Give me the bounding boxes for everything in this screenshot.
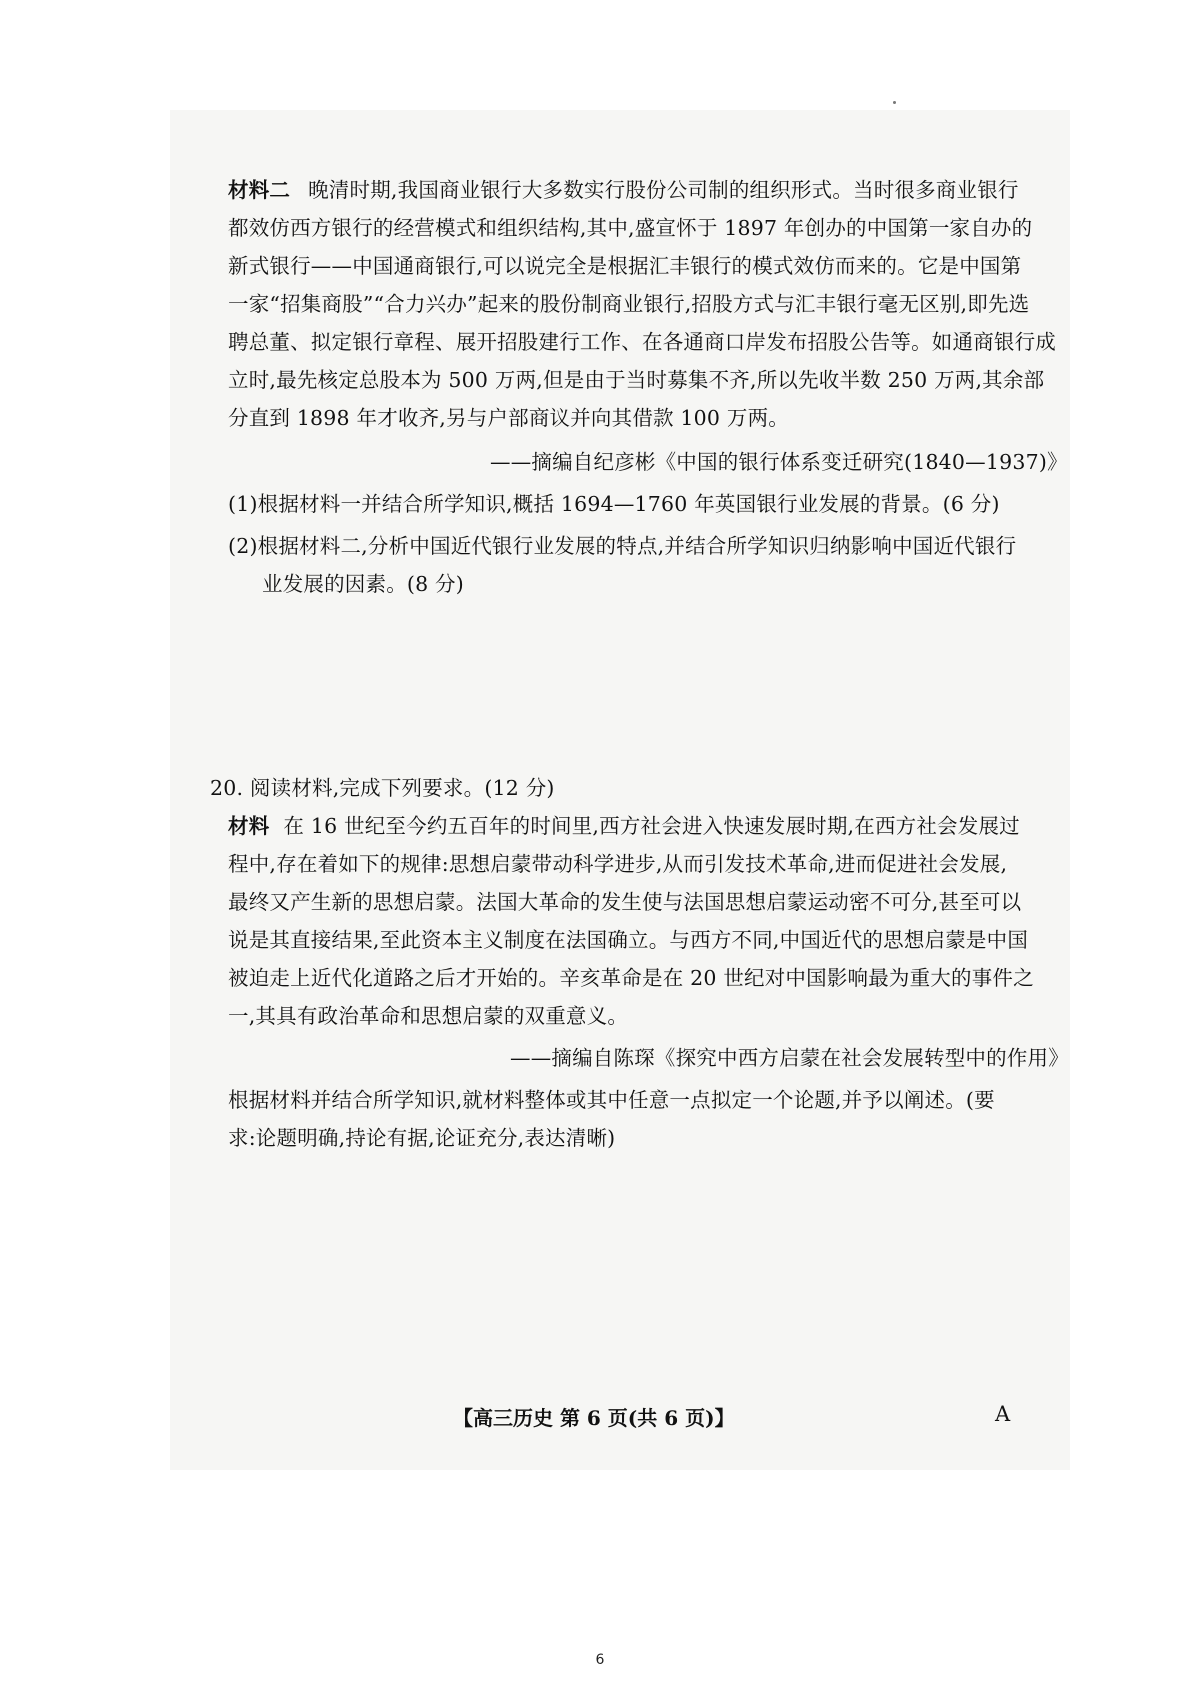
question20-source: ——摘编自陈琛《探究中西方启蒙在社会发展转型中的作用》 (510, 1046, 1069, 1070)
question-20-title: 20. 阅读材料,完成下列要求。(12 分) (210, 776, 555, 800)
material2-line-3: 新式银行——中国通商银行,可以说完全是根据汇丰银行的模式效仿而来的。它是中国第 (228, 254, 1022, 278)
speck (893, 101, 896, 104)
question20-line-6: 一,其具有政治革命和思想启蒙的双重意义。 (228, 1004, 629, 1028)
material2-text-1: 晚清时期,我国商业银行大多数实行股份公司制的组织形式。当时很多商业银行 (308, 178, 1019, 202)
page-number: 6 (595, 1652, 605, 1668)
question-19-1: (1)根据材料一并结合所学知识,概括 1694—1760 年英国银行业发展的背景。(6 分) (228, 492, 1000, 516)
question20-line-5: 被迫走上近代化道路之后才开始的。辛亥革命是在 20 世纪对中国影响最为重大的事件之 (228, 966, 1034, 990)
material2-line-6: 立时,最先核定总股本为 500 万两,但是由于当时募集不齐,所以先收半数 250 万两,其余部 (228, 368, 1045, 392)
material2-line-1 (228, 176, 1019, 204)
question20-requirement-line-2: 求:论题明确,持论有据,论证充分,表达清晰) (228, 1126, 616, 1150)
question20-requirement-line-1: 根据材料并结合所学知识,就材料整体或其中任意一点拟定一个论题,并予以阐述。(要 (228, 1088, 995, 1112)
question20-label: 材料 (228, 814, 270, 838)
page-footer: 【高三历史 第 6 页(共 6 页)】 (453, 1406, 735, 1430)
material2-line-4: 一家“招集商股”“合力兴办”起来的股份制商业银行,招股方式与汇丰银行毫无区别,即先选 (228, 292, 1030, 316)
material2-label: 材料二 (228, 178, 291, 202)
question20-text-1: 在 16 世纪至今约五百年的时间里,西方社会进入快速发展时期,在西方社会发展过 (283, 814, 1020, 838)
question-19-2-line-2: 业发展的因素。(8 分) (262, 572, 464, 596)
question20-line-3: 最终又产生新的思想启蒙。法国大革命的发生使与法国思想启蒙运动密不可分,甚至可以 (228, 890, 1022, 914)
paper-version: A (995, 1402, 1011, 1426)
question20-line-4: 说是其直接结果,至此资本主义制度在法国确立。与西方不同,中国近代的思想启蒙是中国 (228, 928, 1029, 952)
question-19-2-line-1: (2)根据材料二,分析中国近代银行业发展的特点,并结合所学知识归纳影响中国近代银行 (228, 534, 1017, 558)
material2-line-5: 聘总董、拟定银行章程、展开招股建行工作、在各通商口岸发布招股公告等。如通商银行成 (228, 330, 1056, 354)
material2-line-7: 分直到 1898 年才收齐,另与户部商议并向其借款 100 万两。 (228, 406, 789, 430)
question20-line-2: 程中,存在着如下的规律:思想启蒙带动科学进步,从而引发技术革命,进而促进社会发展, (228, 852, 1008, 876)
question20-line-1 (228, 812, 1020, 840)
material2-line-2: 都效仿西方银行的经营模式和组织结构,其中,盛宣怀于 1897 年创办的中国第一家自办的 (228, 216, 1033, 240)
material2-source: ——摘编自纪彦彬《中国的银行体系变迁研究(1840—1937)》 (490, 450, 1068, 474)
